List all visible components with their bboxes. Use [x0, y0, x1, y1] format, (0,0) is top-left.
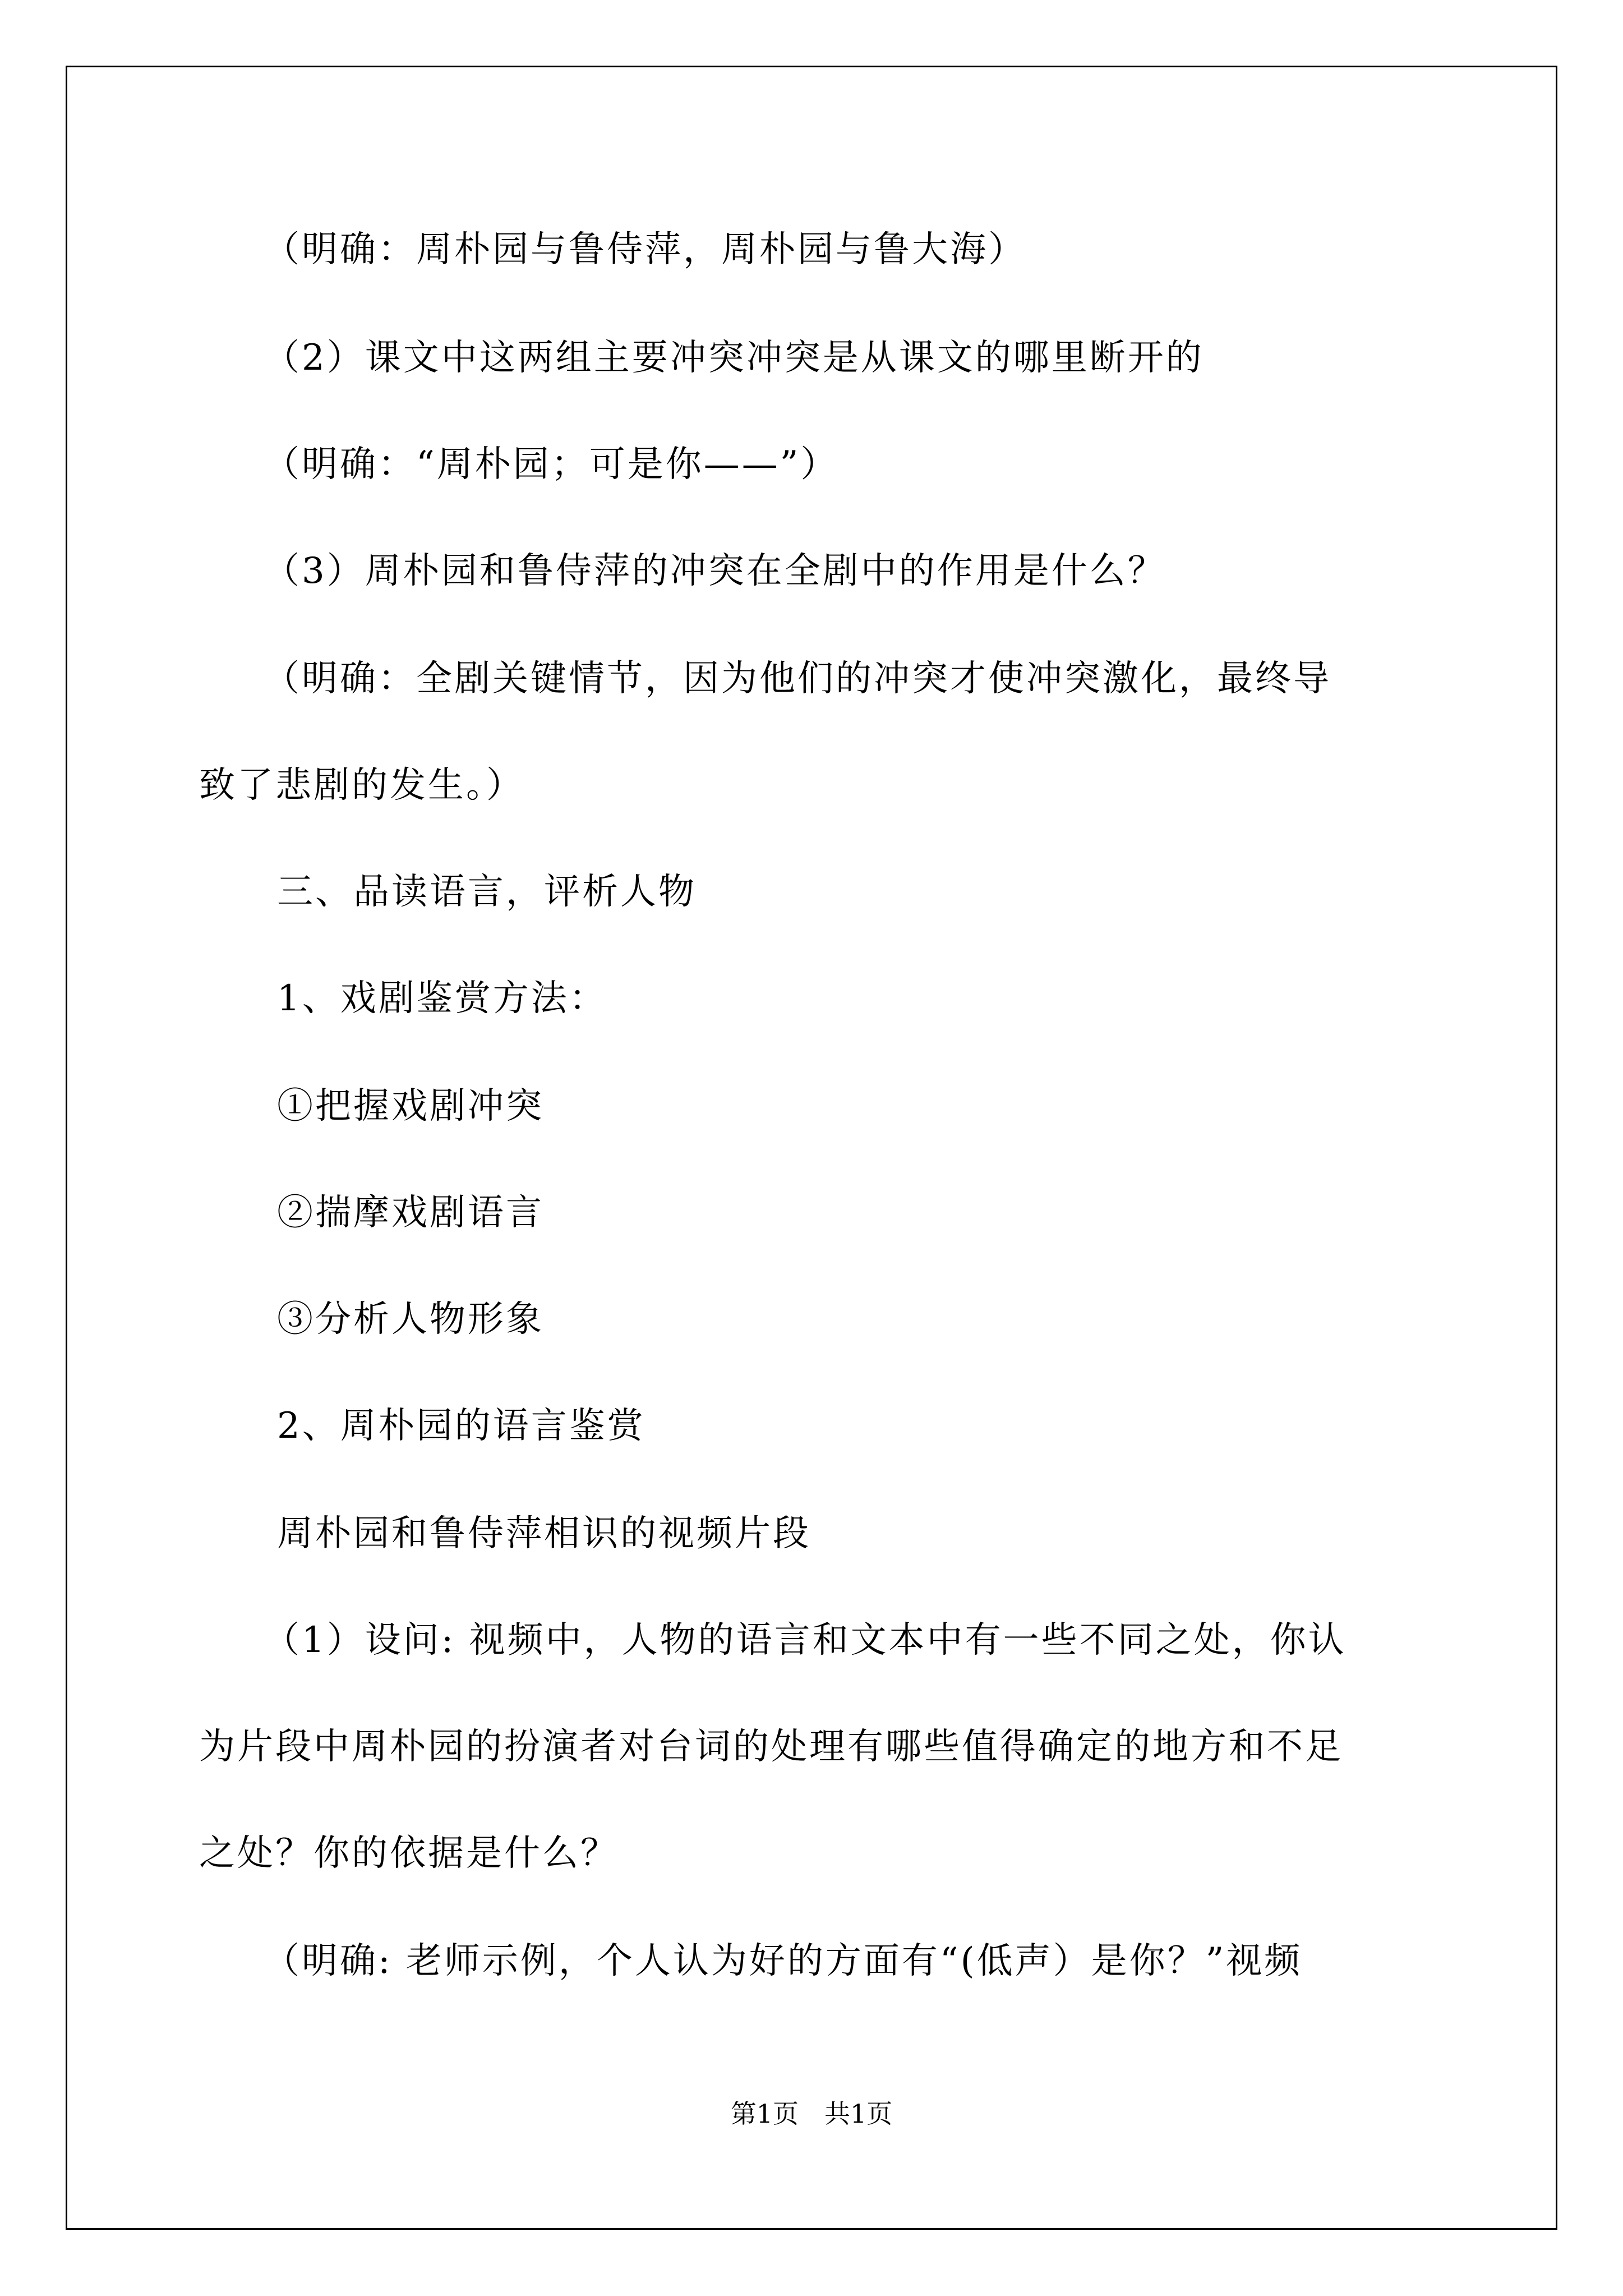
text-line-6: 致了悲剧的发生。）: [199, 765, 524, 806]
text-line-15: 为片段中周朴园的扮演者对台词的处理有哪些值得确定的地方和不足: [199, 1726, 1343, 1768]
page-footer: 第1页 共1页: [730, 2099, 893, 2129]
text-line-2: （2）课文中这两组主要冲突冲突是从课文的哪里断开的: [264, 337, 1204, 379]
text-line-5: （明确：全剧关键情节，因为他们的冲突才使冲突激化，最终导: [264, 658, 1331, 700]
text-line-13: 周朴园和鲁侍萍相识的视频片段: [277, 1513, 811, 1554]
text-line-1: （明确：周朴园与鲁侍萍，周朴园与鲁大海）: [264, 229, 1026, 270]
page-border: [66, 66, 1557, 2230]
text-line-3: （明确：“周朴园；可是你——”）: [264, 444, 839, 485]
text-line-14: （1）设问: 视频中，人物的语言和文本中有一些不同之处，你认: [264, 1619, 1347, 1661]
list-item-3: ③分析人物形象: [277, 1299, 544, 1340]
section-heading: 三、品读语言，评析人物: [277, 871, 697, 913]
text-line-4: （3）周朴园和鲁侍萍的冲突在全剧中的作用是什么？: [264, 550, 1166, 592]
subsection-heading-2: 2、周朴园的语言鉴赏: [277, 1405, 645, 1447]
subsection-heading-1: 1、戏剧鉴赏方法：: [277, 978, 607, 1019]
list-item-2: ②揣摩戏剧语言: [277, 1192, 544, 1234]
text-line-17: （明确: 老师示例，个人认为好的方面有“(低声）是你？”视频: [264, 1940, 1303, 1982]
list-item-1: ①把握戏剧冲突: [277, 1085, 544, 1127]
text-line-16: 之处？你的依据是什么？: [199, 1833, 619, 1874]
